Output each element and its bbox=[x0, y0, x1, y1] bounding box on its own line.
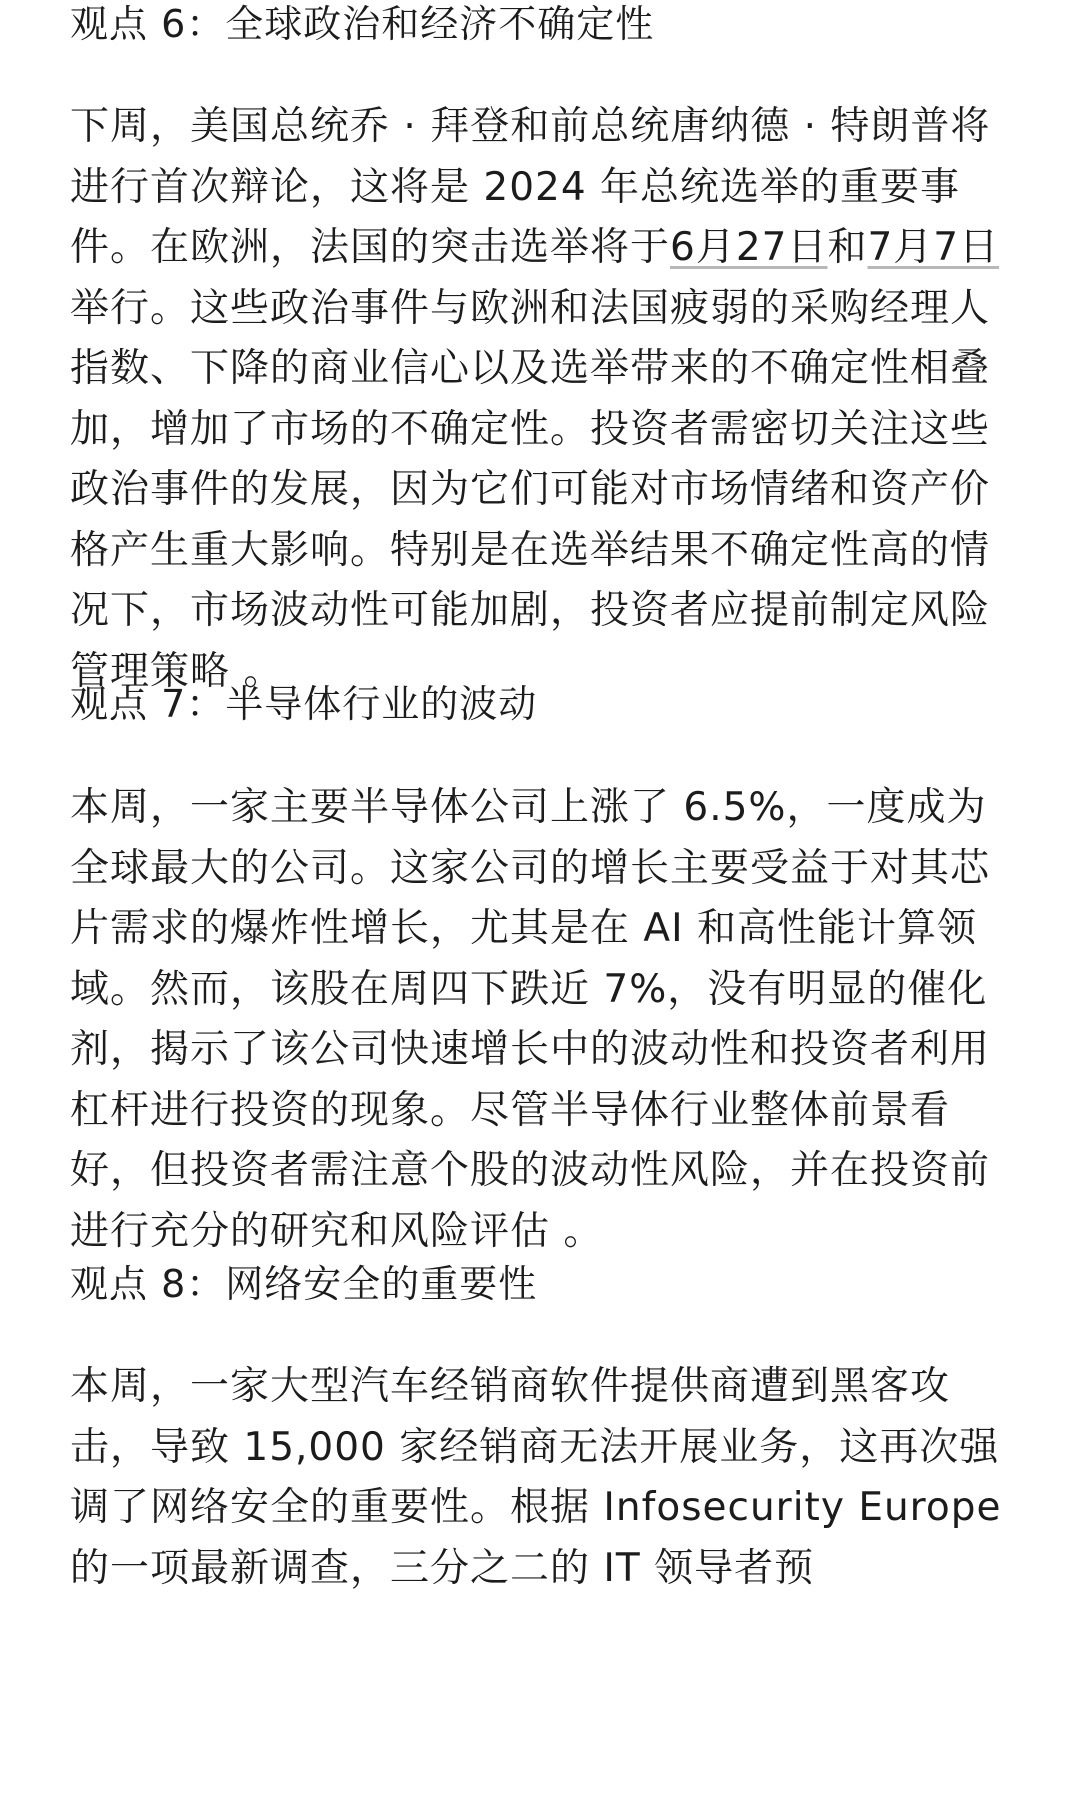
section-heading-6: 观点 6：全球政治和经济不确定性 bbox=[70, 2, 655, 46]
section-paragraph-7: 本周，一家主要半导体公司上涨了 6.5%，一度成为全球最大的公司。这家公司的增长主要受益于对其芯片需求的爆炸性增长，尤其是在 AI 和高性能计算领域。然而，该股在周四下跌近 7%，没有明显的催化剂，揭示了该公司快速增长中的波动性和投资者利用杠杆进行投资的现象。尽管半导体行业整体前景看好，但投资者需注意个股的波动性风险，并在投资前进行充分的研究和风险评估 。 bbox=[70, 785, 991, 1254]
paragraph-6-text-b: 和 bbox=[827, 225, 868, 270]
paragraph-6-text-a: 下周，美国总统乔 · 拜登和前总统唐纳德 · 特朗普将进行首次辩论，这将是 2024 年总统选举的重要事件。在欧洲，法国的突击选举将于 bbox=[70, 104, 991, 270]
paragraph-6-text-c: 举行。这些政治事件与欧洲和法国疲弱的采购经理人指数、下降的商业信心以及选举带来的不确定性相叠加，增加了市场的不确定性。投资者需密切关注这些政治事件的发展，因为它们可能对市场情绪和资产价格产生重大影响。特别是在选举结果不确定性高的情况下，市场波动性可能加剧，投资者应提前制定风险管理策略 。 bbox=[70, 285, 991, 694]
section-paragraph-8: 本周，一家大型汽车经销商软件提供商遭到黑客攻击，导致 15,000 家经销商无法开展业务，这再次强调了网络安全的重要性。根据 Infosecurity Europe 的一项最新调查，三分之二的 IT 领导者预 bbox=[70, 1364, 1002, 1591]
date-link-july-7[interactable]: 7月7日 bbox=[867, 225, 1000, 270]
section-heading-7: 观点 7：半导体行业的波动 bbox=[70, 682, 538, 726]
date-link-june-27[interactable]: 6月27日 bbox=[670, 225, 828, 270]
section-paragraph-6 bbox=[70, 97, 1010, 702]
section-heading-8: 观点 8：网络安全的重要性 bbox=[70, 1262, 538, 1306]
